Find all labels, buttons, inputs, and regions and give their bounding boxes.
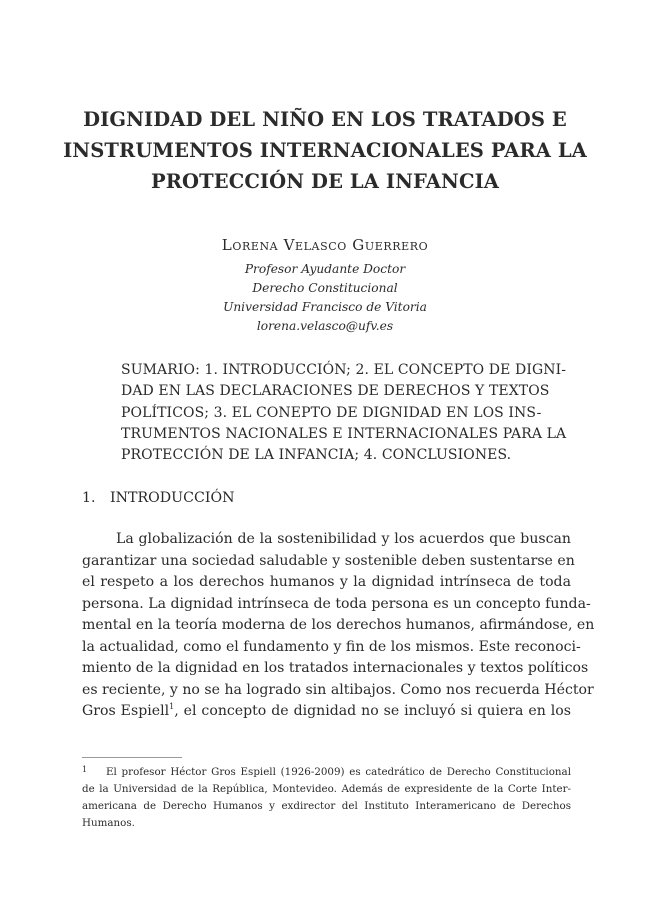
paragraph-line — [82, 701, 571, 723]
author-name: Lorena Velasco Guerrero — [221, 236, 429, 254]
summary-line: PROTECCIÓN DE LA INFANCIA; 4. CONCLUSIONES. — [121, 447, 512, 464]
footnote-line: 1 El profesor Héctor Gros Espiell (1926-2009) es catedrático de Derecho Constitucional — [82, 765, 571, 778]
paragraph-line: la actualidad, como el fundamento y fin de los mismos. Este reconoci- — [82, 638, 581, 655]
author-email: lorena.velasco@ufv.es — [256, 319, 394, 333]
summary-line: SUMARIO: 1. INTRODUCCIÓN; 2. EL CONCEPTO DE DIGNI- — [121, 362, 567, 378]
section-number: 1. — [82, 490, 96, 506]
footnote-line: americana de Derecho Humanos y exdirector del Instituto Interamericano de Derechos — [82, 800, 571, 812]
title-line: PROTECCIÓN DE LA INFANCIA — [150, 170, 500, 193]
summary-block — [121, 360, 567, 466]
author-affiliation — [0, 260, 650, 336]
summary-line: TRUMENTOS NACIONALES E INTERNACIONALES PARA LA — [121, 425, 567, 442]
affiliation-university: Universidad Francisco de Vitoria — [223, 300, 427, 314]
paragraph-line: miento de la dignidad en los tratados internacionales y textos políticos — [82, 660, 589, 676]
title-line: DIGNIDAD DEL NIÑO EN LOS TRATADOS E — [83, 108, 567, 131]
paragraph-line: es reciente, y no se ha logrado sin altibajos. Como nos recuerda Héctor — [82, 681, 594, 698]
paragraph-line: garantizar una sociedad saludable y sostenible deben sustentarse en — [82, 552, 575, 569]
footnote-line: Humanos. — [82, 817, 135, 829]
article-title — [60, 104, 590, 197]
footnote-text: El profesor Héctor Gros Espiell (1926-2009) es catedrático de Derecho Constitucional — [106, 766, 571, 778]
body-paragraph — [82, 529, 595, 723]
footnote — [82, 764, 571, 832]
footnote-divider — [82, 757, 182, 758]
paragraph-text: , el concepto de dignidad no se incluyó si quiera en los — [174, 703, 572, 719]
footnote-reference[interactable]: 1 — [169, 702, 175, 711]
title-line: INSTRUMENTOS INTERNACIONALES PARA LA — [63, 139, 587, 162]
summary-line: POLÍTICOS; 3. EL CONEPTO DE DIGNIDAD EN LOS INS- — [121, 404, 542, 421]
paragraph-line: mental en la teoría moderna de los derechos humanos, afirmándose, en — [82, 617, 595, 633]
paragraph-text: Gros Espiell — [82, 703, 170, 719]
paragraph-line: el respeto a los derechos humanos y la dignidad intrínseca de toda — [82, 574, 571, 590]
section-heading — [82, 488, 235, 508]
summary-line: DAD EN LAS DECLARACIONES DE DERECHOS Y TEXTOS — [121, 383, 550, 400]
affiliation-department: Derecho Constitucional — [252, 281, 398, 295]
paragraph-line: La globalización de la sostenibilidad y los acuerdos que buscan — [116, 531, 571, 547]
paragraph-line: persona. La dignidad intrínseca de toda persona es un concepto funda- — [82, 595, 591, 612]
section-title: INTRODUCCIÓN — [110, 490, 235, 506]
footnote-line: de la Universidad de la República, Montevideo. Además de expresidente de la Corte Inter- — [82, 783, 571, 795]
affiliation-position: Profesor Ayudante Doctor — [244, 262, 406, 276]
